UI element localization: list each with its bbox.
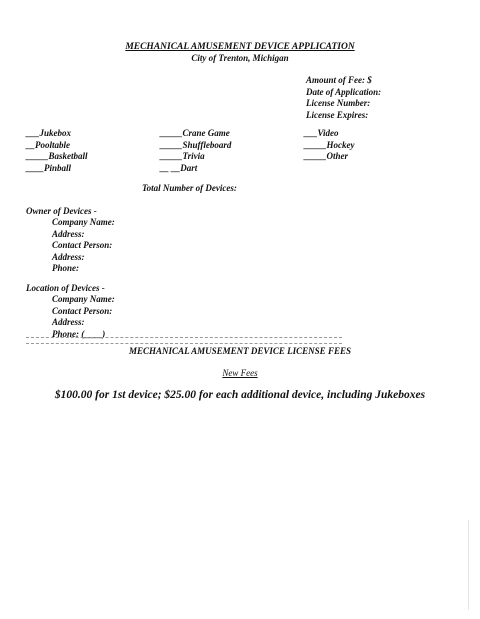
device-type-column-3 bbox=[304, 128, 354, 163]
owner-phone-label: Phone: bbox=[52, 263, 79, 273]
device-option: ___Video bbox=[304, 128, 339, 138]
owner-company-name-label: Company Name: bbox=[52, 217, 115, 227]
scan-edge-line bbox=[468, 520, 469, 610]
form-subtitle: City of Trenton, Michigan bbox=[191, 53, 289, 63]
device-option: _____Trivia bbox=[160, 151, 205, 161]
new-fees-heading: New Fees bbox=[222, 368, 258, 378]
device-option: ___Jukebox bbox=[26, 128, 71, 138]
location-heading: Location of Devices - bbox=[26, 283, 105, 293]
device-type-column-2 bbox=[160, 128, 231, 174]
location-phone-label: Phone: (____) bbox=[52, 328, 106, 339]
device-option: _____Crane Game bbox=[160, 128, 230, 138]
fee-amount-label: Amount of Fee: $ bbox=[306, 75, 372, 85]
location-contact-person-label: Contact Person: bbox=[52, 305, 113, 316]
owner-contact-person-label: Contact Person: bbox=[52, 240, 113, 250]
owner-address-label: Address: bbox=[52, 228, 85, 239]
fees-title: MECHANICAL AMUSEMENT DEVICE LICENSE FEES bbox=[129, 346, 351, 356]
application-date-label: Date of Application: bbox=[306, 86, 382, 97]
location-address-label: Address: bbox=[52, 317, 85, 327]
fee-info-block bbox=[306, 75, 381, 121]
device-option: __ __Dart bbox=[160, 162, 198, 173]
section-divider bbox=[26, 337, 342, 344]
total-devices-label: Total Number of Devices: bbox=[142, 183, 237, 193]
device-option: _____Shuffleboard bbox=[160, 139, 232, 150]
device-option: _____Hockey bbox=[304, 139, 355, 150]
owner-heading: Owner of Devices - bbox=[26, 206, 97, 216]
form-title: MECHANICAL AMUSEMENT DEVICE APPLICATION bbox=[125, 42, 355, 52]
device-option: _____Other bbox=[304, 151, 349, 161]
location-fields bbox=[52, 294, 115, 340]
device-option: __Pooltable bbox=[26, 139, 70, 150]
owner-fields bbox=[52, 217, 115, 275]
owner-address-2-label: Address: bbox=[52, 251, 85, 262]
device-option: ____Pinball bbox=[26, 162, 72, 173]
fee-schedule-text: $100.00 for 1st device; $25.00 for each additional device, including Jukeboxes bbox=[54, 389, 426, 401]
license-expires-label: License Expires: bbox=[306, 109, 369, 120]
location-company-name-label: Company Name: bbox=[52, 294, 115, 304]
device-option: _____Basketball bbox=[26, 151, 88, 161]
device-type-column-1 bbox=[26, 128, 88, 174]
license-number-label: License Number: bbox=[306, 98, 371, 108]
